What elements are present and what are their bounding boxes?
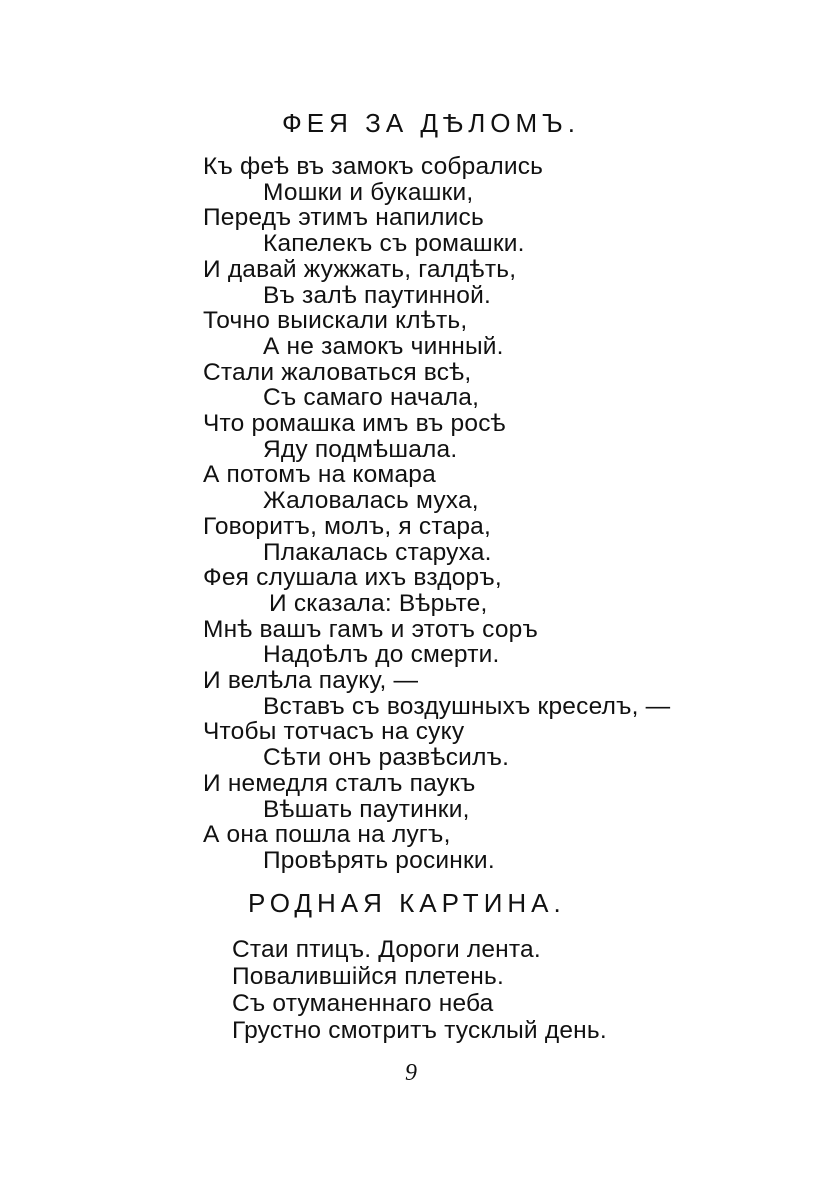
poem-line: Фея слушала ихъ вздоръ, [203, 564, 502, 592]
poem-line: Надоѣлъ до смерти. [263, 641, 500, 669]
poem-line: Говоритъ, молъ, я стара, [203, 512, 491, 540]
poem-line: Яду подмѣшала. [263, 435, 458, 463]
poem-line: Чтобы тотчасъ на суку [203, 718, 465, 746]
poem-line: Стаи птицъ. Дороги лента. [232, 936, 541, 963]
poem-line: И сказала: Вѣрьте, [269, 589, 488, 617]
poem-title-fairy: ФЕЯ ЗА ДѢЛОМЪ. [282, 108, 580, 138]
poem-line: Капелекъ съ ромашки. [263, 230, 525, 258]
poem-line: Грустно смотритъ тусклый день. [232, 1017, 607, 1044]
poem-title-native-picture: РОДНАЯ КАРТИНА. [248, 888, 566, 918]
page-number: 9 [405, 1060, 417, 1086]
poem-line: И немедля сталъ паукъ [203, 769, 476, 797]
poem-line: Стали жаловаться всѣ, [203, 358, 472, 386]
poem-line: Къ феѣ въ замокъ собрались [203, 153, 544, 180]
poem-line: Съ самаго начала, [263, 384, 480, 412]
poem-line: А потомъ на комара [203, 461, 436, 489]
poem-line: Сѣти онъ развѣсилъ. [263, 744, 510, 772]
poem-line: Повалившійся плетень. [232, 963, 504, 990]
poem-line: Передъ этимъ напились [203, 204, 484, 232]
poem-fairy-lines [203, 154, 670, 874]
poem-line: Точно выискали клѣть, [203, 307, 468, 335]
poem-line: Мошки и букашки, [263, 178, 474, 206]
poem-line: Съ отуманеннаго неба [232, 990, 494, 1017]
poem-line: Провѣрять росинки. [263, 846, 495, 874]
poem-line: Плакалась старуха. [263, 538, 492, 566]
poem-line: Мнѣ вашъ гамъ и этотъ соръ [203, 615, 539, 643]
poem-line: А она пошла на лугъ, [203, 821, 451, 849]
poem-line: Въ залѣ паутинной. [263, 281, 491, 309]
poem-line: Что ромашка имъ въ росѣ [203, 410, 506, 438]
poem-line: Вѣшать паутинки, [263, 795, 470, 823]
poem-native-picture-lines [232, 936, 607, 1044]
poem-line: И давай жужжать, галдѣть, [203, 255, 517, 283]
poem-line: А не замокъ чинный. [263, 332, 504, 360]
poem-line: Жаловалась муха, [263, 487, 479, 515]
poem-line: И велѣла пауку, — [203, 667, 419, 695]
poem-line: Вставъ съ воздушныхъ креселъ, — [263, 692, 671, 720]
